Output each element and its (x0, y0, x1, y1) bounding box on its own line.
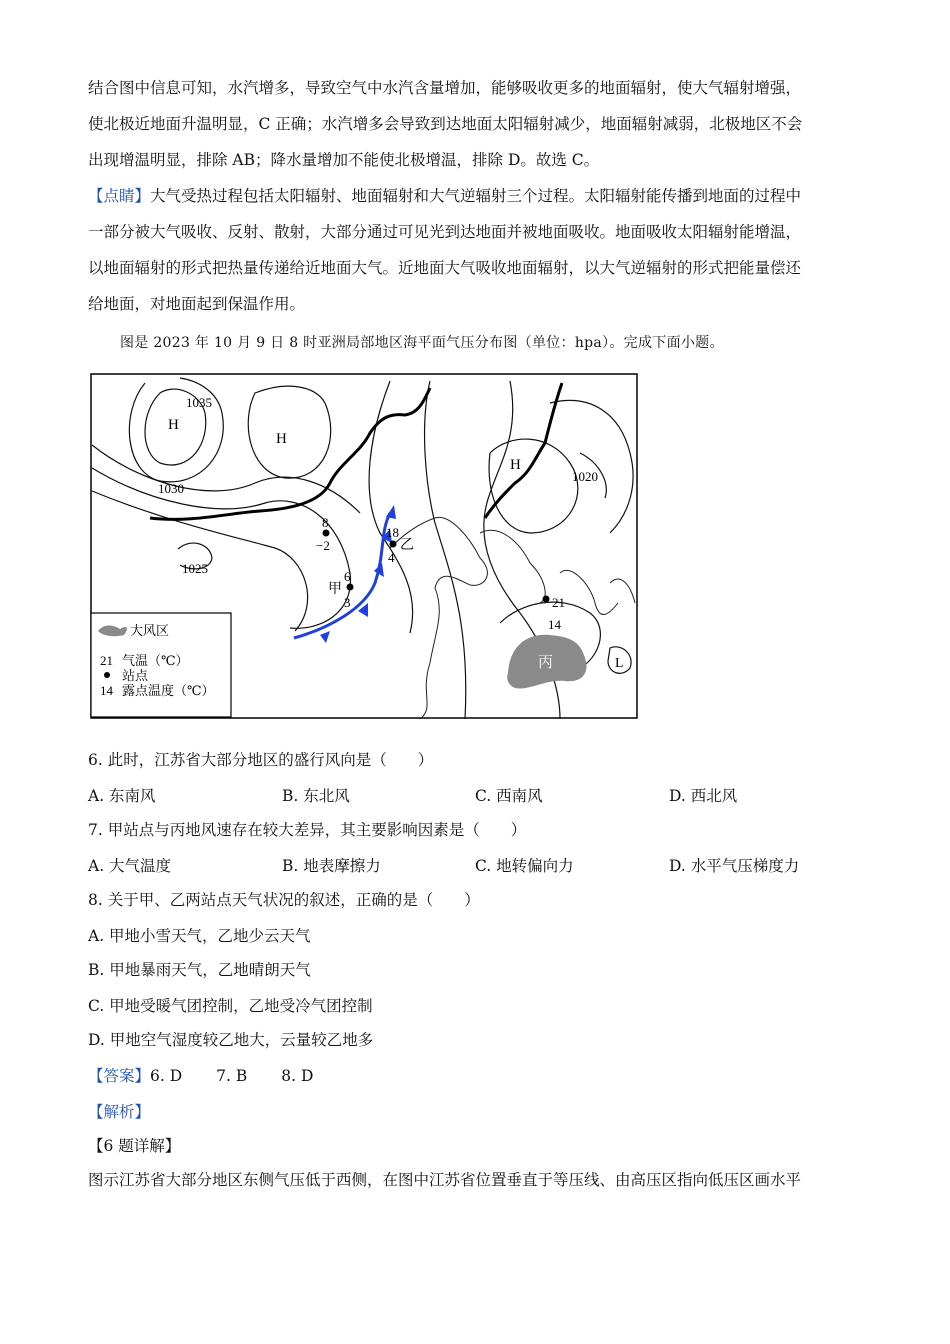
svg-text:−2: −2 (316, 538, 330, 553)
q7-option-a: A. 大气温度 (88, 857, 172, 875)
q6-option-b: B. 东北风 (282, 787, 350, 805)
para1-line1: 结合图中信息可知，水汽增多，导致空气中水汽含量增加，能够吸收更多的地面辐射，使大气辐射增强， (88, 79, 802, 97)
detail-text: 图示江苏省大部分地区东侧气压低于西侧，在图中江苏省位置垂直于等压线、由高压区指向低压区画水平 (88, 1171, 802, 1189)
figure-caption: 图是 2023 年 10 月 9 日 8 时亚洲局部地区海平面气压分布图（单位：hpa）。完成下面小题。 (120, 335, 724, 351)
q7-stem: 7. 甲站点与丙地风速存在较大差异，其主要影响因素是（ ） (88, 821, 527, 839)
answer-8: 8. D (281, 1067, 314, 1085)
q8-stem: 8. 关于甲、乙两站点天气状况的叙述，正确的是（ ） (88, 891, 480, 909)
high-center-1: H (168, 417, 179, 433)
para1-line2: 使北极近地面升温明显，C 正确；水汽增多会导致到达地面太阳辐射减少，地面辐射减弱，北极地区不会 (88, 115, 803, 133)
legend-station: 站点 (122, 669, 149, 684)
q7-option-c: C. 地转偏向力 (475, 857, 574, 875)
q8-option-b: B. 甲地暴雨天气，乙地晴朗天气 (88, 961, 311, 979)
legend-gale: 大风区 (130, 624, 170, 639)
svg-text:21: 21 (552, 595, 565, 610)
legend-temp: 气温（℃） (122, 654, 189, 669)
para2-line2: 一部分被大气吸收、反射、散射，大部分通过可见光到达地面并被地面吸收。地面吸收太阳辐射能增温， (88, 223, 802, 241)
para2-line3: 以地面辐射的形式把热量传递给近地面大气。近地面大气吸收地面辐射，以大气逆辐射的形式把能量偿还 (88, 259, 802, 277)
para2-line1 (88, 184, 801, 206)
low-center: L (615, 656, 624, 671)
q7-option-b: B. 地表摩擦力 (282, 857, 381, 875)
q8-option-d: D. 甲地空气湿度较乙地大，云量较乙地多 (88, 1031, 374, 1049)
svg-text:6: 6 (344, 569, 351, 584)
svg-text:乙: 乙 (400, 538, 414, 553)
high-center-3: H (510, 457, 521, 473)
svg-text:8: 8 (322, 515, 329, 530)
q6-option-d: D. 西北风 (669, 787, 738, 805)
analysis-tag: 【解析】 (88, 1103, 151, 1121)
isobar-1035-label: 1035 (186, 395, 212, 410)
isobar-1025-label: 1025 (182, 561, 208, 576)
svg-text:4: 4 (388, 550, 395, 565)
answer-tag: 【答案】 (88, 1067, 151, 1085)
q8-option-c: C. 甲地受暖气团控制，乙地受冷气团控制 (88, 997, 373, 1015)
legend-dew-num: 14 (100, 683, 113, 698)
high-center-2: H (276, 431, 287, 447)
isobar-1030-label: 1030 (158, 481, 184, 496)
q6-option-a: A. 东南风 (88, 787, 156, 805)
para1-line3: 出现增温明显，排除 AB；降水量增加不能使北极增温，排除 D。故选 C。 (88, 151, 600, 169)
region-bing-label: 丙 (538, 655, 554, 671)
legend-dew: 露点温度（℃） (122, 684, 215, 699)
answer-7: 7. B (216, 1067, 248, 1085)
q6-stem: 6. 此时，江苏省大部分地区的盛行风向是（ ） (88, 751, 434, 769)
para2-text1: 大气受热过程包括太阳辐射、地面辐射和大气逆辐射三个过程。太阳辐射能传播到地面的过程中 (150, 187, 802, 205)
para2-line4: 给地面，对地面起到保温作用。 (88, 295, 306, 313)
q8-option-a: A. 甲地小雪天气，乙地少云天气 (88, 927, 311, 945)
svg-text:14: 14 (548, 617, 561, 632)
legend-station-dot-icon (104, 672, 110, 678)
q6-option-c: C. 西南风 (475, 787, 543, 805)
map-legend (91, 613, 231, 717)
answer-6: 6. D (150, 1067, 183, 1085)
svg-text:3: 3 (344, 595, 351, 610)
q7-option-d: D. 水平气压梯度力 (669, 857, 800, 875)
isobar-1020-label: 1020 (572, 469, 598, 484)
legend-temp-num: 21 (100, 653, 113, 668)
detail-tag: 【6 题详解】 (88, 1137, 181, 1155)
tip-tag: 【点睛】 (88, 187, 151, 205)
pressure-map (90, 373, 638, 719)
svg-text:甲: 甲 (328, 582, 342, 597)
answer-line (88, 1064, 313, 1086)
svg-text:18: 18 (386, 525, 399, 540)
